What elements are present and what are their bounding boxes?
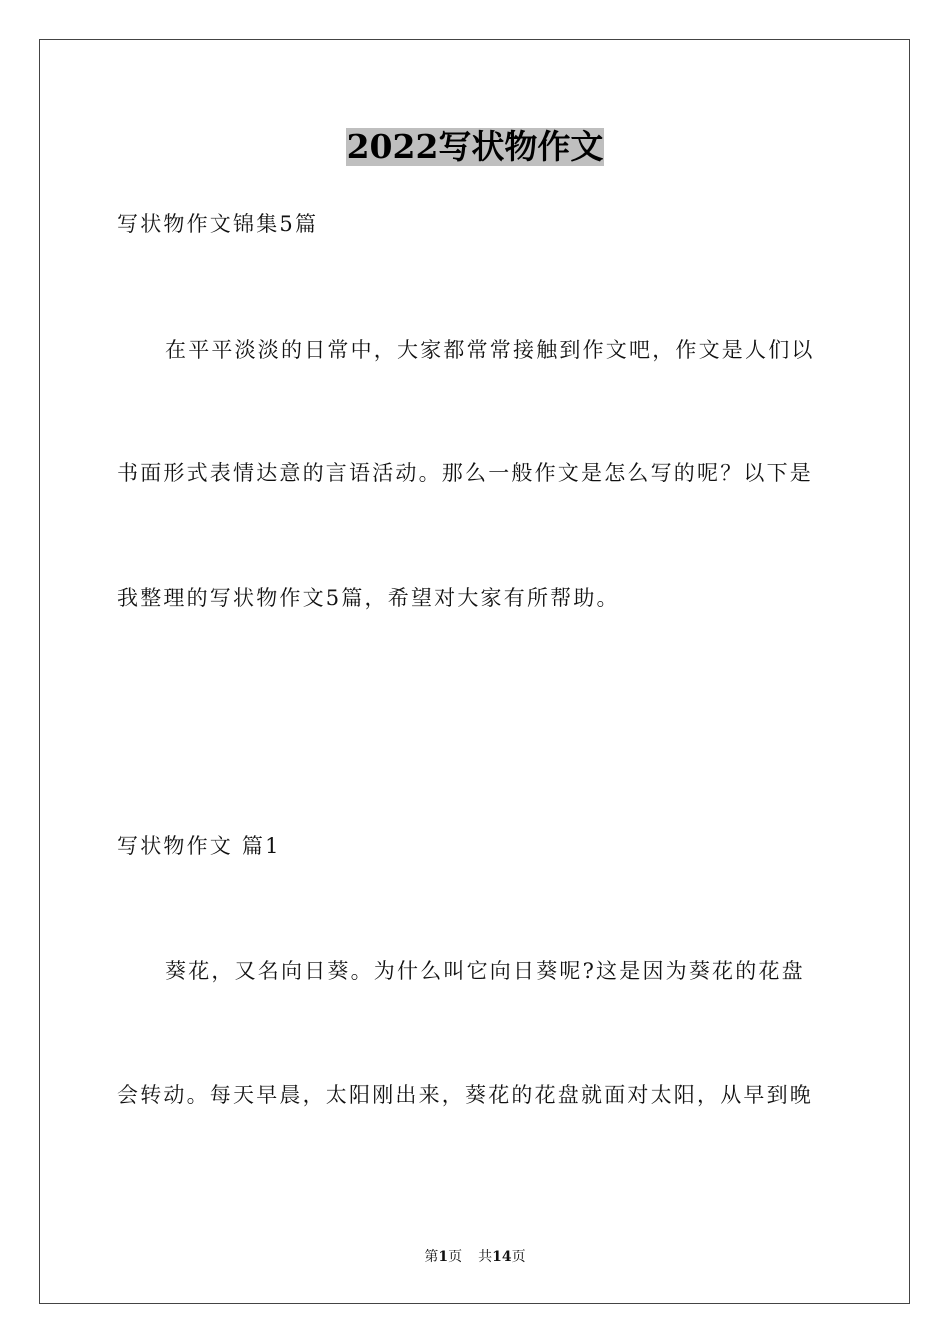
intro-line-2: 书面形式表情达意的言语活动。那么一般作文是怎么写的呢？以下是 bbox=[117, 461, 813, 485]
footer-page-prefix: 第 bbox=[424, 1249, 439, 1265]
title-container bbox=[0, 128, 950, 166]
intro-line-1: 在平平淡淡的日常中，大家都常常接触到作文吧，作文是人们以 bbox=[165, 338, 815, 362]
footer-page-number: 1 bbox=[438, 1249, 449, 1265]
intro-line-3: 我整理的写状物作文5篇，希望对大家有所帮助。 bbox=[117, 586, 620, 610]
page-footer bbox=[0, 1248, 950, 1266]
footer-total-pages: 14 bbox=[492, 1249, 512, 1265]
footer-page-suffix: 页 bbox=[448, 1249, 463, 1265]
document-subtitle: 写状物作文锦集5篇 bbox=[117, 212, 319, 236]
footer-total-suffix: 页 bbox=[511, 1249, 526, 1265]
section-heading: 写状物作文 篇1 bbox=[117, 834, 281, 858]
footer-total-prefix: 共 bbox=[478, 1249, 493, 1265]
document-title: 2022写状物作文 bbox=[346, 127, 604, 166]
section-line-2: 会转动。每天早晨，太阳刚出来，葵花的花盘就面对太阳，从早到晚 bbox=[117, 1083, 813, 1107]
section-line-1: 葵花，又名向日葵。为什么叫它向日葵呢?这是因为葵花的花盘 bbox=[165, 959, 805, 983]
